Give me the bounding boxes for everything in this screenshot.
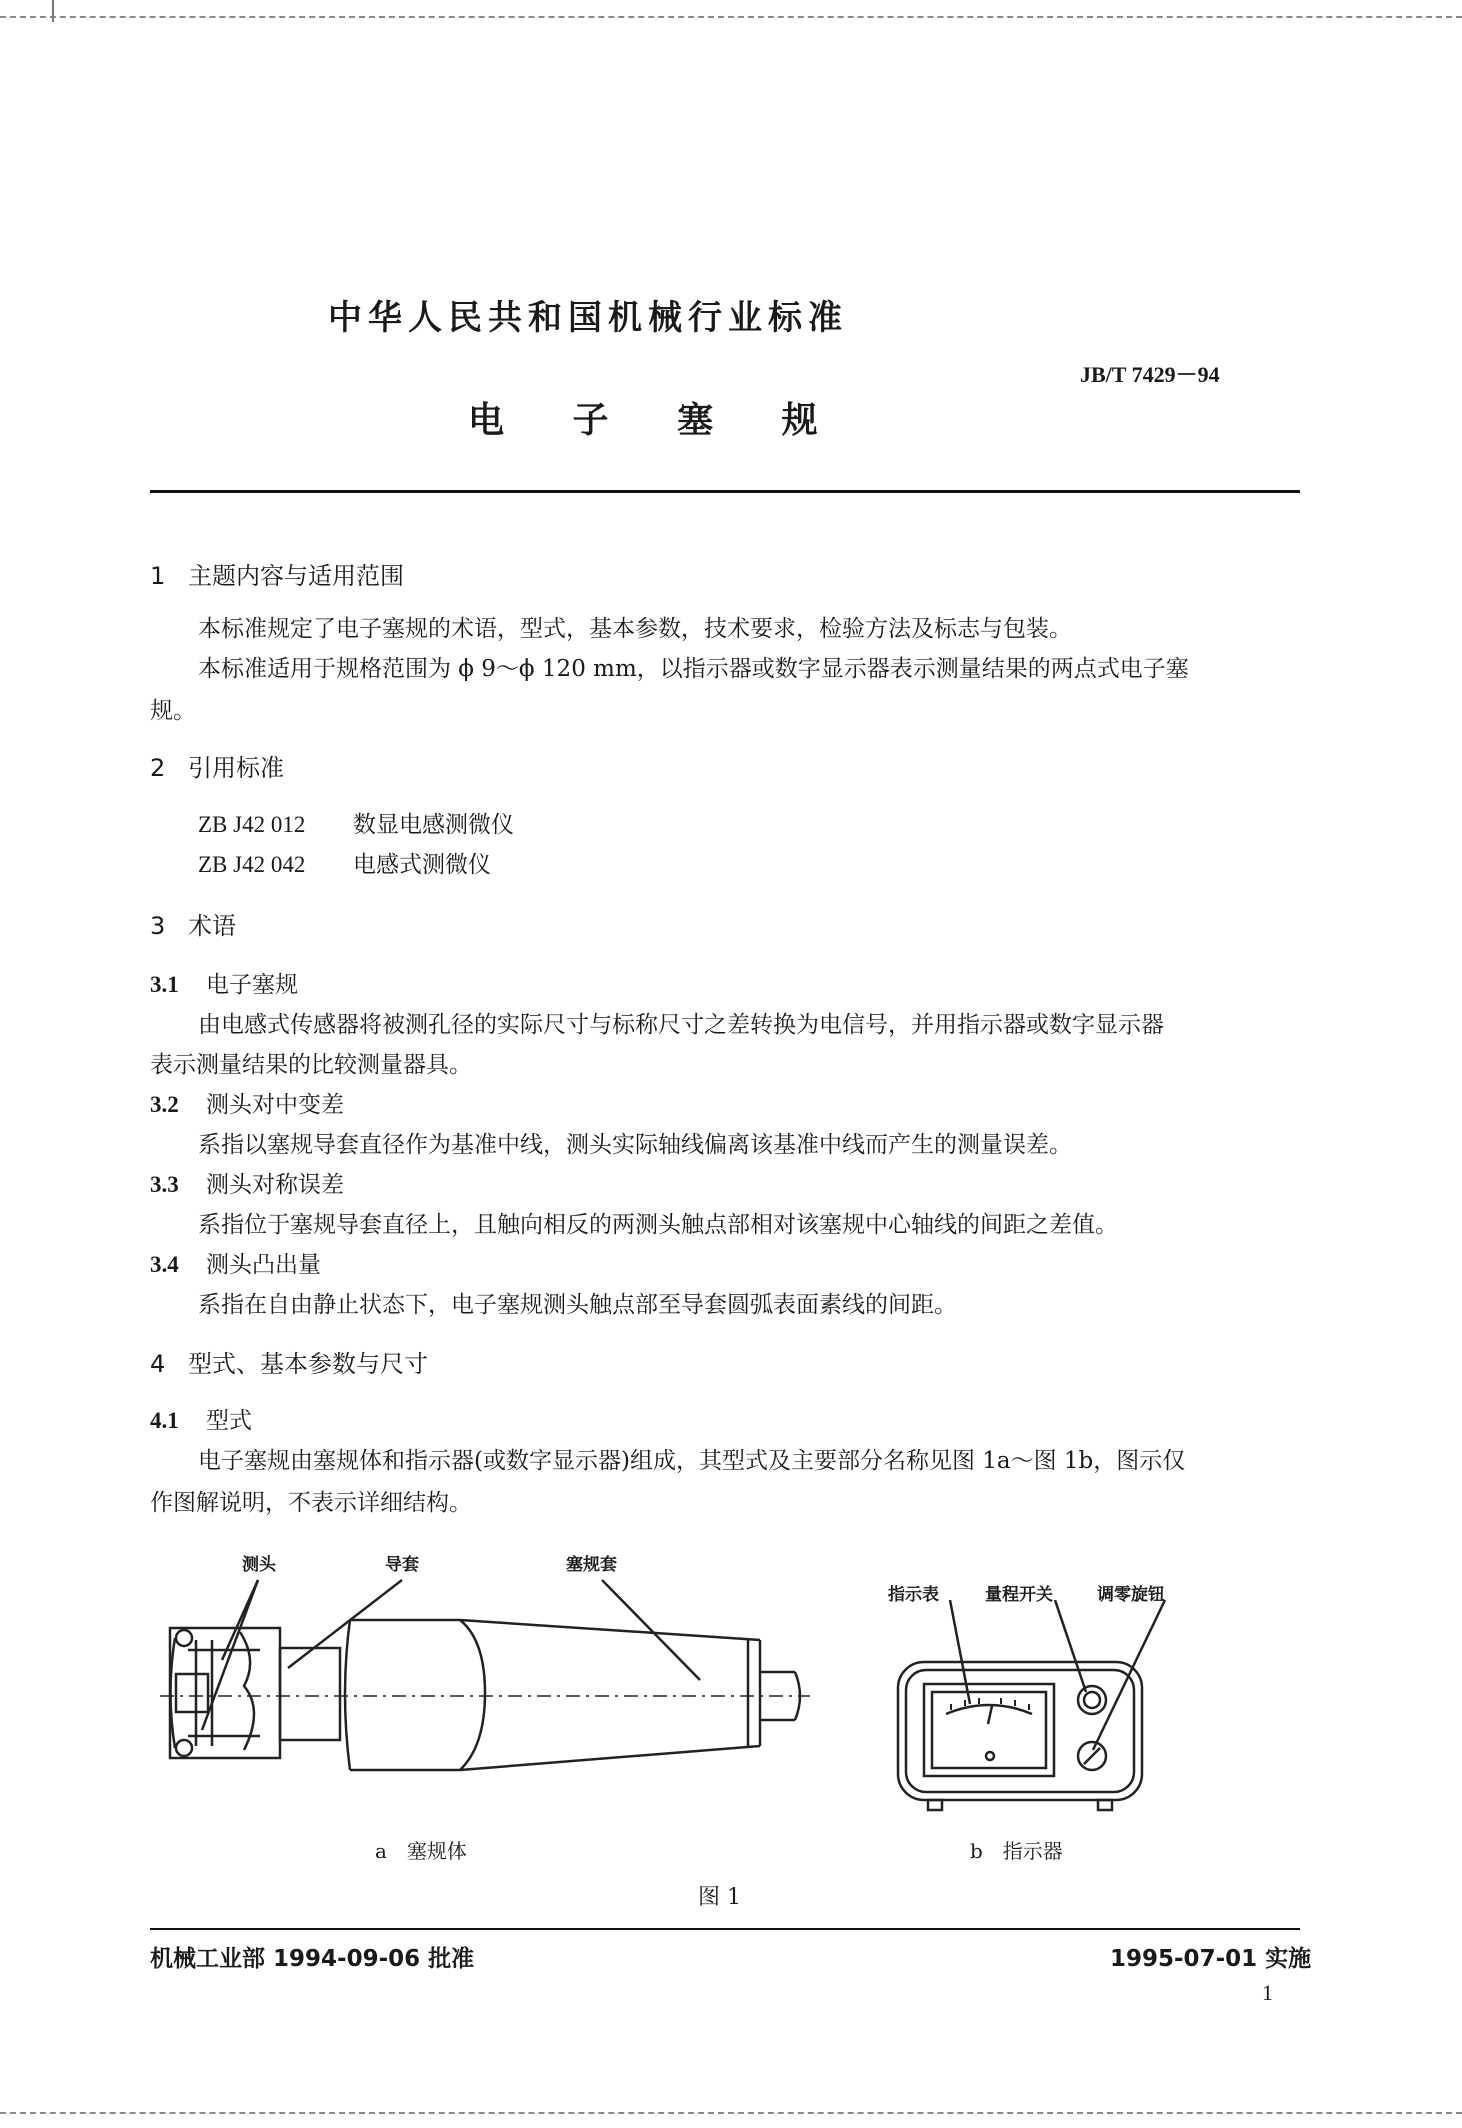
term-3-2-heading <box>150 1086 344 1119</box>
section-number: 1 <box>150 562 166 590</box>
reference-name: 电感式测微仪 <box>353 852 491 878</box>
term-name: 测头对称误差 <box>206 1172 344 1198</box>
section-title: 引用标准 <box>188 754 284 782</box>
section-1-para-2-line-2: 规。 <box>150 698 196 724</box>
section-number: 2 <box>150 754 166 782</box>
term-3-1-def-line-1: 由电感式传感器将被测孔径的实际尺寸与标称尺寸之差转换为电信号，并用指示器或数字显示器 <box>198 1012 1164 1038</box>
term-number: 3.1 <box>150 972 179 997</box>
label-sleeve: 导套 <box>385 1555 419 1575</box>
effective-date: 1995-07-01 实施 <box>1110 1946 1312 1972</box>
term-number: 3.2 <box>150 1092 179 1117</box>
label-zero-knob: 调零旋钮 <box>1097 1585 1165 1605</box>
label-meter: 指示表 <box>888 1585 939 1605</box>
term-3-3-def: 系指位于塞规导套直径上，且触向相反的两测头触点部相对该塞规中心轴线的间距之差值。 <box>198 1212 1118 1238</box>
figure-1-caption: 图 1 <box>698 1885 741 1910</box>
term-3-1-def-line-2: 表示测量结果的比较测量器具。 <box>150 1052 472 1078</box>
section-title: 术语 <box>188 912 236 940</box>
term-name: 测头凸出量 <box>206 1252 321 1278</box>
header-rule <box>150 490 1300 493</box>
plug-gauge-body-drawing <box>140 1560 820 1820</box>
term-3-3-heading <box>150 1166 344 1199</box>
term-number: 3.4 <box>150 1252 179 1277</box>
reference-name: 数显电感测微仪 <box>353 812 514 838</box>
section-4-heading <box>150 1344 428 1379</box>
figure-1a-caption: a 塞规体 <box>375 1839 467 1863</box>
subsection-4-1-line-2: 作图解说明，不表示详细结构。 <box>150 1490 472 1516</box>
term-number: 4.1 <box>150 1408 179 1433</box>
section-number: 4 <box>150 1350 166 1378</box>
standard-org: 中华人民共和国机械行业标准 <box>328 298 848 338</box>
approval-line: 机械工业部 1994-09-06 批准 <box>150 1946 475 1972</box>
indicator-drawing <box>880 1600 1180 1820</box>
section-2-heading <box>150 748 284 783</box>
reference-code: ZB J42 012 <box>198 812 306 837</box>
reference-row <box>198 806 514 839</box>
term-3-4-def: 系指在自由静止状态下，电子塞规测头触点部至导套圆弧表面素线的间距。 <box>198 1292 957 1318</box>
label-gauge-body: 塞规套 <box>566 1555 617 1575</box>
page-number: 1 <box>1262 1980 1273 2005</box>
section-3-heading <box>150 906 236 941</box>
term-name: 型式 <box>206 1408 252 1434</box>
term-name: 电子塞规 <box>206 972 298 998</box>
bottom-edge-line <box>0 2112 1462 2114</box>
top-edge-tick <box>52 0 54 22</box>
label-range-switch: 量程开关 <box>985 1585 1053 1605</box>
page-title: 电 子 塞 规 <box>468 400 846 441</box>
reference-code: ZB J42 042 <box>198 852 306 877</box>
top-edge-line <box>0 16 1462 18</box>
section-1-para-2-line-1: 本标准适用于规格范围为 ϕ 9～ϕ 120 mm，以指示器或数字显示器表示测量结果的两点式电子塞 <box>198 656 1189 682</box>
section-title: 型式、基本参数与尺寸 <box>188 1350 428 1378</box>
section-1-para-1: 本标准规定了电子塞规的术语，型式，基本参数，技术要求，检验方法及标志与包装。 <box>198 616 1072 642</box>
figure-1b-caption: b 指示器 <box>970 1839 1063 1863</box>
term-3-4-heading <box>150 1246 321 1279</box>
term-3-1-heading <box>150 966 298 999</box>
section-number: 3 <box>150 912 166 940</box>
section-1-heading <box>150 556 404 591</box>
term-name: 测头对中变差 <box>206 1092 344 1118</box>
section-title: 主题内容与适用范围 <box>188 562 404 590</box>
footer-rule <box>150 1928 1300 1930</box>
subsection-4-1-line-1: 电子塞规由塞规体和指示器(或数字显示器)组成，其型式及主要部分名称见图 1a～图 1b，图示仅 <box>198 1448 1186 1474</box>
term-3-2-def: 系指以塞规导套直径作为基准中线，测头实际轴线偏离该基准中线而产生的测量误差。 <box>198 1132 1072 1158</box>
reference-row <box>198 846 491 879</box>
subsection-4-1-heading <box>150 1402 252 1435</box>
term-number: 3.3 <box>150 1172 179 1197</box>
standard-number: JB/T 7429－94 <box>1080 362 1220 387</box>
label-probe: 测头 <box>242 1555 276 1575</box>
